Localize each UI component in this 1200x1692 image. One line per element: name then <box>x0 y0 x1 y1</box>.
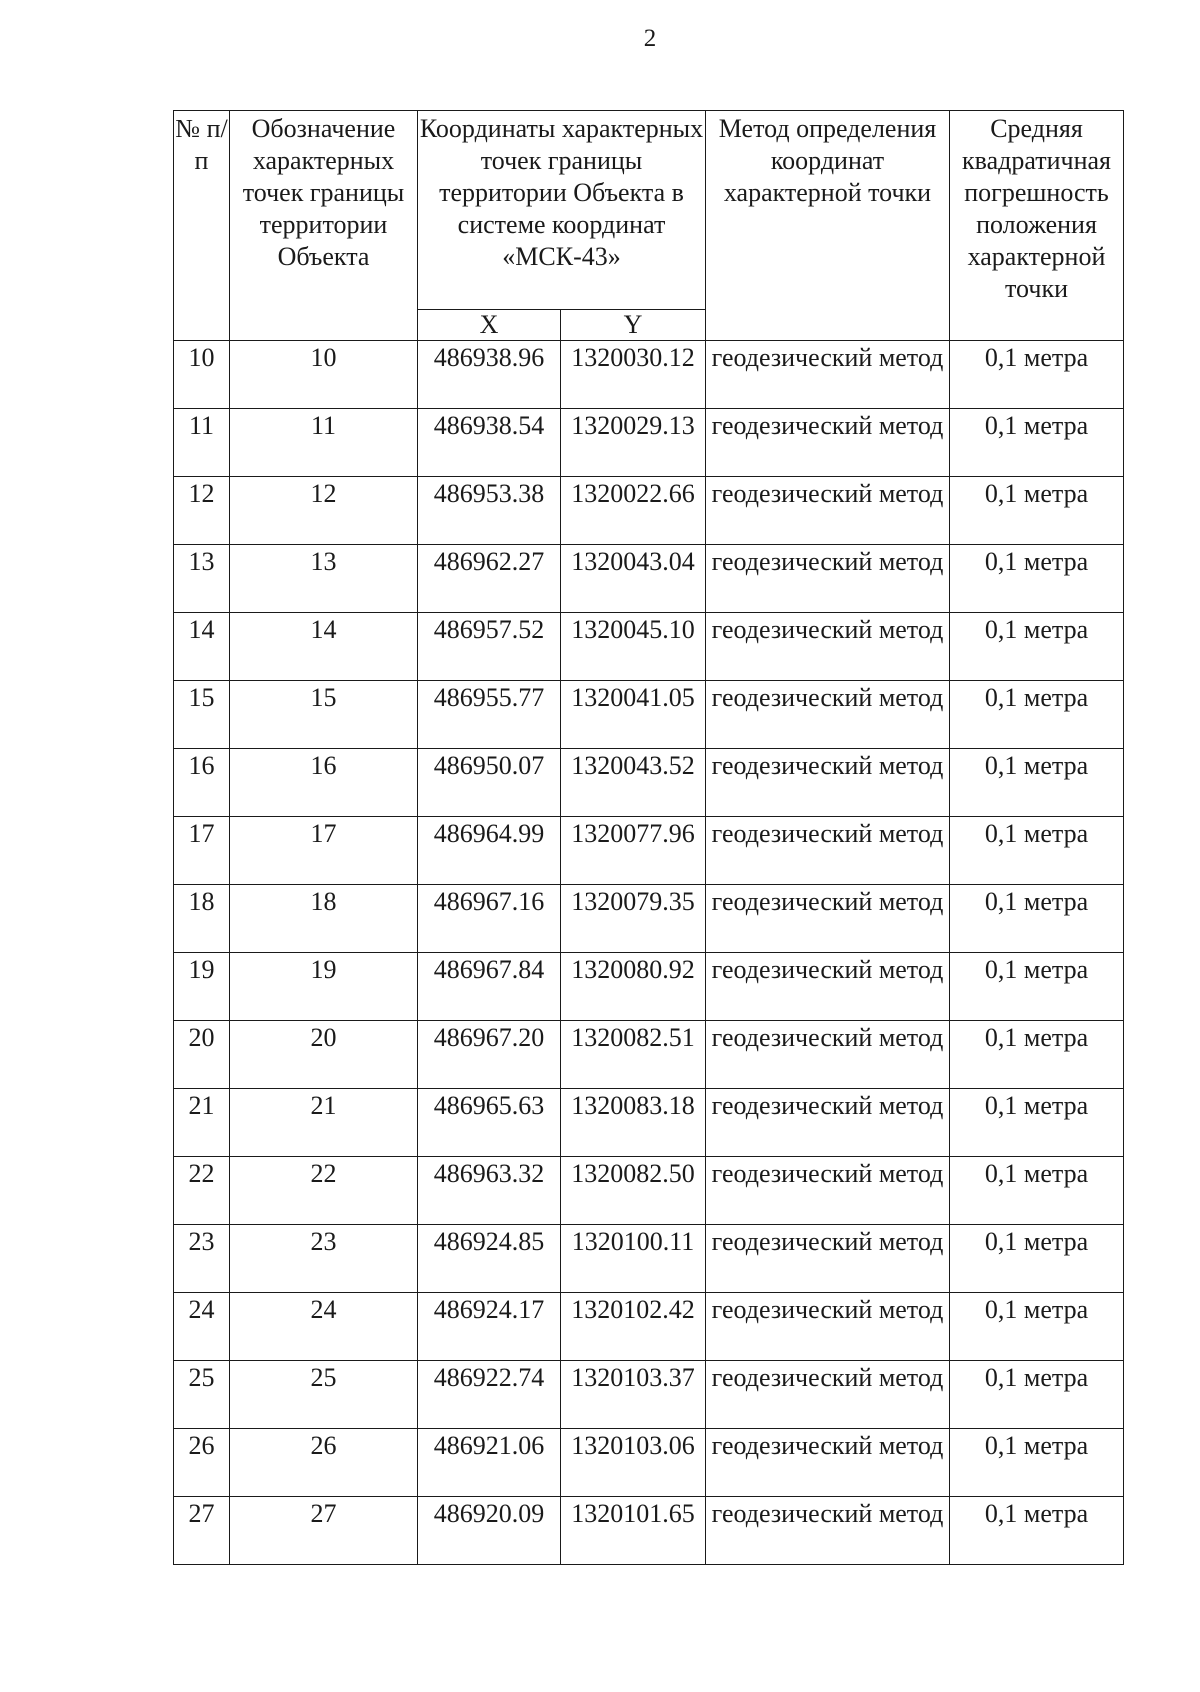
cell-mark: 14 <box>230 613 418 681</box>
table-header <box>174 111 1124 341</box>
cell-x: 486957.52 <box>418 613 561 681</box>
cell-error: 0,1 метра <box>950 341 1124 409</box>
cell-method: геодезический метод <box>706 1497 950 1565</box>
cell-num: 17 <box>174 817 230 885</box>
cell-mark: 19 <box>230 953 418 1021</box>
table-row <box>174 1157 1124 1225</box>
cell-num: 13 <box>174 545 230 613</box>
cell-y: 1320082.50 <box>561 1157 706 1225</box>
cell-error: 0,1 метра <box>950 1225 1124 1293</box>
cell-x: 486921.06 <box>418 1429 561 1497</box>
table-row <box>174 477 1124 545</box>
table-row <box>174 817 1124 885</box>
table-row <box>174 1293 1124 1361</box>
cell-num: 12 <box>174 477 230 545</box>
cell-y: 1320103.06 <box>561 1429 706 1497</box>
header-method: Метод определения координат характерной точки <box>706 111 950 341</box>
cell-error: 0,1 метра <box>950 885 1124 953</box>
cell-y: 1320041.05 <box>561 681 706 749</box>
cell-method: геодезический метод <box>706 953 950 1021</box>
cell-num: 10 <box>174 341 230 409</box>
cell-x: 486924.85 <box>418 1225 561 1293</box>
cell-num: 16 <box>174 749 230 817</box>
cell-num: 19 <box>174 953 230 1021</box>
table-row <box>174 1429 1124 1497</box>
cell-method: геодезический метод <box>706 885 950 953</box>
header-num: № п/п <box>174 111 230 341</box>
table-row <box>174 1361 1124 1429</box>
cell-error: 0,1 метра <box>950 613 1124 681</box>
cell-y: 1320101.65 <box>561 1497 706 1565</box>
cell-x: 486920.09 <box>418 1497 561 1565</box>
cell-y: 1320030.12 <box>561 341 706 409</box>
cell-method: геодезический метод <box>706 1293 950 1361</box>
cell-mark: 24 <box>230 1293 418 1361</box>
cell-num: 25 <box>174 1361 230 1429</box>
table-row <box>174 1225 1124 1293</box>
cell-x: 486967.16 <box>418 885 561 953</box>
cell-method: геодезический метод <box>706 545 950 613</box>
cell-mark: 23 <box>230 1225 418 1293</box>
cell-y: 1320079.35 <box>561 885 706 953</box>
cell-error: 0,1 метра <box>950 1089 1124 1157</box>
header-error: Средняя квадратичная погрешность положения характерной точки <box>950 111 1124 341</box>
cell-mark: 17 <box>230 817 418 885</box>
cell-num: 27 <box>174 1497 230 1565</box>
cell-error: 0,1 метра <box>950 681 1124 749</box>
cell-method: геодезический метод <box>706 1361 950 1429</box>
cell-method: геодезический метод <box>706 613 950 681</box>
cell-mark: 11 <box>230 409 418 477</box>
header-x: X <box>418 310 561 341</box>
cell-mark: 25 <box>230 1361 418 1429</box>
table-row <box>174 885 1124 953</box>
cell-x: 486963.32 <box>418 1157 561 1225</box>
table-row <box>174 613 1124 681</box>
cell-x: 486962.27 <box>418 545 561 613</box>
cell-x: 486967.84 <box>418 953 561 1021</box>
cell-y: 1320080.92 <box>561 953 706 1021</box>
cell-method: геодезический метод <box>706 477 950 545</box>
table-body <box>174 341 1124 1565</box>
header-y: Y <box>561 310 706 341</box>
cell-mark: 16 <box>230 749 418 817</box>
cell-method: геодезический метод <box>706 1089 950 1157</box>
cell-error: 0,1 метра <box>950 1429 1124 1497</box>
cell-error: 0,1 метра <box>950 1021 1124 1089</box>
cell-method: геодезический метод <box>706 681 950 749</box>
cell-y: 1320082.51 <box>561 1021 706 1089</box>
cell-error: 0,1 метра <box>950 953 1124 1021</box>
cell-method: геодезический метод <box>706 341 950 409</box>
cell-x: 486964.99 <box>418 817 561 885</box>
cell-y: 1320043.52 <box>561 749 706 817</box>
cell-y: 1320083.18 <box>561 1089 706 1157</box>
table-row <box>174 749 1124 817</box>
cell-num: 24 <box>174 1293 230 1361</box>
cell-mark: 27 <box>230 1497 418 1565</box>
cell-error: 0,1 метра <box>950 545 1124 613</box>
cell-error: 0,1 метра <box>950 1497 1124 1565</box>
cell-x: 486950.07 <box>418 749 561 817</box>
cell-mark: 13 <box>230 545 418 613</box>
cell-x: 486924.17 <box>418 1293 561 1361</box>
cell-error: 0,1 метра <box>950 477 1124 545</box>
cell-y: 1320029.13 <box>561 409 706 477</box>
table-row <box>174 953 1124 1021</box>
cell-y: 1320045.10 <box>561 613 706 681</box>
table-row <box>174 1089 1124 1157</box>
cell-num: 22 <box>174 1157 230 1225</box>
cell-mark: 20 <box>230 1021 418 1089</box>
cell-y: 1320077.96 <box>561 817 706 885</box>
cell-mark: 12 <box>230 477 418 545</box>
page-number: 2 <box>643 25 657 52</box>
cell-method: геодезический метод <box>706 1021 950 1089</box>
cell-method: геодезический метод <box>706 817 950 885</box>
cell-method: геодезический метод <box>706 1225 950 1293</box>
table-row <box>174 545 1124 613</box>
cell-x: 486967.20 <box>418 1021 561 1089</box>
cell-num: 18 <box>174 885 230 953</box>
cell-method: геодезический метод <box>706 1429 950 1497</box>
cell-mark: 22 <box>230 1157 418 1225</box>
table-row <box>174 341 1124 409</box>
cell-x: 486965.63 <box>418 1089 561 1157</box>
cell-x: 486938.54 <box>418 409 561 477</box>
cell-error: 0,1 метра <box>950 1361 1124 1429</box>
cell-mark: 21 <box>230 1089 418 1157</box>
header-mark: Обозначение характерных точек границы территории Объекта <box>230 111 418 341</box>
cell-num: 11 <box>174 409 230 477</box>
cell-mark: 15 <box>230 681 418 749</box>
cell-error: 0,1 метра <box>950 1293 1124 1361</box>
cell-y: 1320022.66 <box>561 477 706 545</box>
cell-mark: 10 <box>230 341 418 409</box>
cell-num: 23 <box>174 1225 230 1293</box>
cell-y: 1320102.42 <box>561 1293 706 1361</box>
cell-error: 0,1 метра <box>950 817 1124 885</box>
cell-x: 486955.77 <box>418 681 561 749</box>
cell-num: 26 <box>174 1429 230 1497</box>
cell-y: 1320100.11 <box>561 1225 706 1293</box>
cell-num: 15 <box>174 681 230 749</box>
cell-method: геодезический метод <box>706 749 950 817</box>
cell-y: 1320043.04 <box>561 545 706 613</box>
table-row <box>174 409 1124 477</box>
cell-mark: 18 <box>230 885 418 953</box>
cell-error: 0,1 метра <box>950 409 1124 477</box>
table-row <box>174 1021 1124 1089</box>
cell-x: 486922.74 <box>418 1361 561 1429</box>
table-row <box>174 1497 1124 1565</box>
header-coords: Координаты характерных точек границы территории Объекта в системе координат «МСК-43» <box>418 111 706 310</box>
cell-num: 14 <box>174 613 230 681</box>
coordinates-table <box>173 110 1124 1565</box>
cell-error: 0,1 метра <box>950 1157 1124 1225</box>
table-row <box>174 681 1124 749</box>
cell-mark: 26 <box>230 1429 418 1497</box>
cell-num: 20 <box>174 1021 230 1089</box>
cell-x: 486953.38 <box>418 477 561 545</box>
cell-error: 0,1 метра <box>950 749 1124 817</box>
cell-method: геодезический метод <box>706 1157 950 1225</box>
cell-num: 21 <box>174 1089 230 1157</box>
cell-y: 1320103.37 <box>561 1361 706 1429</box>
cell-method: геодезический метод <box>706 409 950 477</box>
cell-x: 486938.96 <box>418 341 561 409</box>
